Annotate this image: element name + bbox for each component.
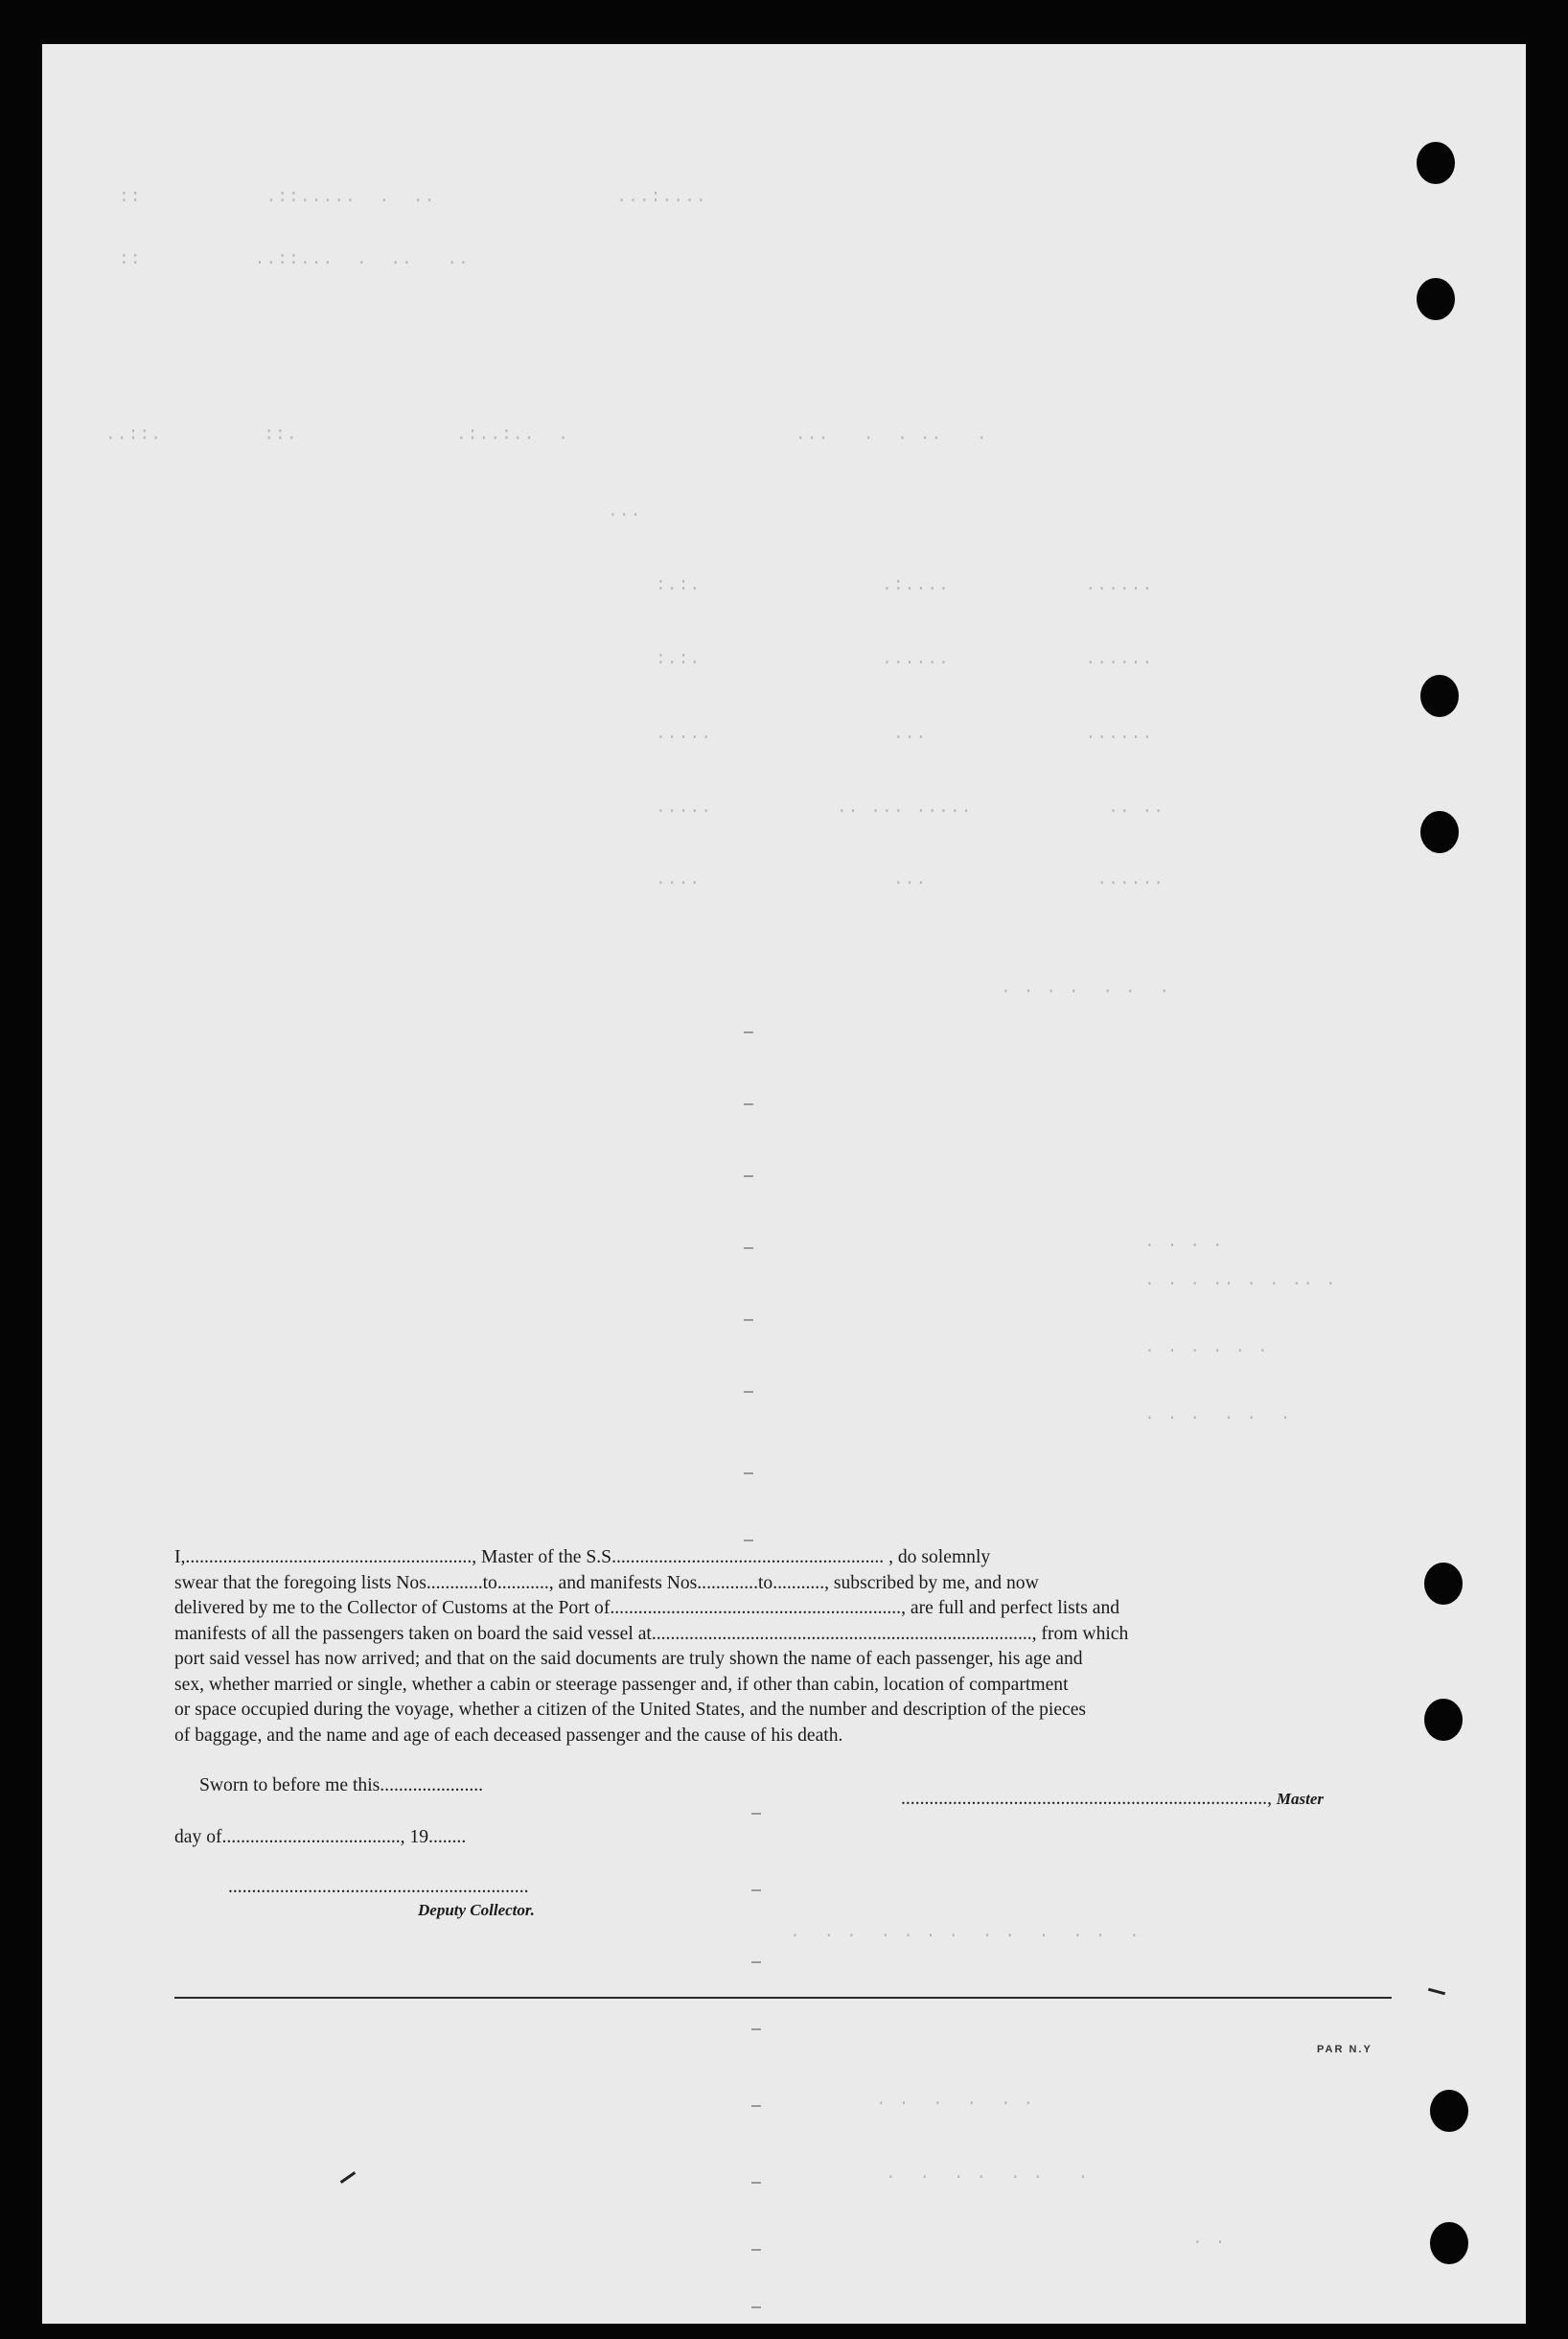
- horizontal-rule: [174, 1997, 1392, 1999]
- binder-hole: [1430, 2090, 1468, 2132]
- column-dash: [744, 1540, 753, 1541]
- column-dash: [751, 2182, 761, 2184]
- binder-hole: [1424, 1699, 1463, 1741]
- oath-line: swear that the foregoing lists Nos............to..........., and manifests Nos.............to..........., subscribed by me, and now: [174, 1572, 1039, 1593]
- bleed-through-text: ..... ... ......: [656, 725, 1154, 744]
- oath-line: manifests of all the passengers taken on board the said vessel at................................................................................., from which: [174, 1623, 1129, 1644]
- bleed-through-text: ..... .. ... ..... .. ..: [656, 799, 1165, 818]
- deputy-signature-line: ................................................................: [228, 1877, 529, 1897]
- binder-hole: [1420, 675, 1459, 717]
- column-dash: [751, 2306, 761, 2308]
- oath-line: port said vessel has now arrived; and that on the said documents are truly shown the name of each passenger, his age and: [174, 1649, 1083, 1669]
- bleed-through-text: . . . . . . . . . . . . .: [790, 1923, 1141, 1942]
- oath-line: or space occupied during the voyage, whether a citizen of the United States, and the number and description of the pieces: [174, 1700, 1087, 1720]
- oath-line: of baggage, and the name and age of each deceased passenger and the cause of his death.: [174, 1725, 843, 1746]
- column-dash: [751, 2105, 761, 2107]
- bleed-through-text: . . . . . .: [876, 2091, 1035, 2110]
- master-signature-line: ..............................................................................,: [901, 1789, 1272, 1809]
- bleed-through-text: . . . .. . . .. .: [1144, 1271, 1337, 1290]
- binder-hole: [1424, 1563, 1463, 1605]
- column-dash: [744, 1031, 753, 1033]
- bleed-through-text: . . . . . .: [1144, 1405, 1292, 1424]
- day-of-line: day of......................................, 19........: [174, 1827, 467, 1847]
- bleed-through-text: . . . .: [1144, 1233, 1224, 1252]
- column-dash: [751, 1889, 761, 1891]
- deputy-collector-label: Deputy Collector.: [418, 1901, 535, 1919]
- oath-line: I,............................................................., Master of the S.S.......................................................... , do solemnly: [174, 1547, 991, 1567]
- oath-line: delivered by me to the Collector of Customs at the Port of.............................................................., are full and perfect lists and: [174, 1598, 1120, 1618]
- column-dash: [744, 1247, 753, 1249]
- column-dash: [751, 1813, 761, 1815]
- column-dash: [744, 1472, 753, 1474]
- column-dash: [744, 1175, 753, 1177]
- column-dash: [744, 1391, 753, 1393]
- printer-mark: PAR N.Y: [1317, 2044, 1372, 2055]
- bleed-through-text: :: ..::... . .. ..: [119, 250, 470, 269]
- bleed-through-text: . . . . . . .: [1001, 979, 1171, 998]
- binder-hole: [1417, 142, 1455, 184]
- oath-line: sex, whether married or single, whether a cabin or steerage passenger and, if other than cabin, location of compartment: [174, 1674, 1069, 1695]
- column-dash: [751, 1961, 761, 1963]
- bleed-through-text: . . . . . .: [1144, 1338, 1269, 1357]
- column-dash: [744, 1103, 753, 1105]
- bleed-through-text: :.:. .:.... ......: [656, 576, 1154, 595]
- master-signature: [901, 1789, 1324, 1810]
- column-dash: [744, 1319, 753, 1321]
- column-dash: [751, 2028, 761, 2030]
- bleed-through-text: ..::. ::. .:..:.. . ... . . .. .: [105, 426, 988, 445]
- bleed-through-text: .... ... ......: [656, 870, 1165, 890]
- bleed-through-text: :.:. ...... ......: [656, 650, 1154, 669]
- column-dash: [751, 2249, 761, 2251]
- binder-hole: [1430, 2222, 1468, 2264]
- oath-paragraph: [174, 1545, 1395, 1748]
- master-label: Master: [1276, 1790, 1325, 1808]
- bleed-through-text: . . . . . . .: [886, 2165, 1090, 2184]
- bleed-through-text: :: .::..... . .. ...:....: [119, 188, 707, 207]
- sworn-line: Sworn to before me this......................: [199, 1775, 484, 1795]
- binder-hole: [1417, 278, 1455, 320]
- document-sheet: [42, 44, 1526, 2324]
- bleed-through-text: . .: [1192, 2230, 1227, 2249]
- bleed-through-text: ...: [608, 502, 642, 521]
- binder-hole: [1420, 811, 1459, 853]
